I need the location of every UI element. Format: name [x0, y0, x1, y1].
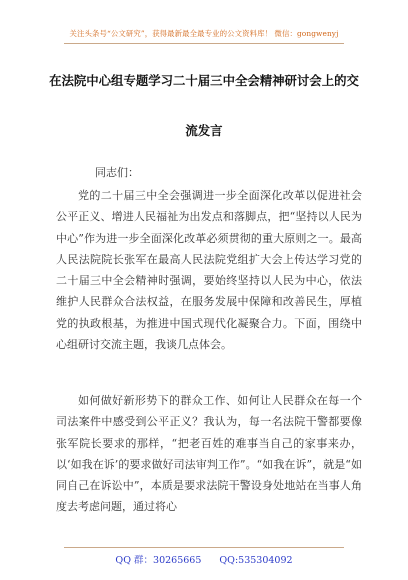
footer-divider	[64, 547, 344, 548]
header-divider	[64, 43, 344, 44]
paragraph-1: 党的二十届三中全会强调进一步全面深化改革以促进社会公平正义、增进人民福祉为出发点和落脚点，把“坚持以人民为中心”作为进一步全面深化改革必须贯彻的重大原则之一。最高人民法院院长张军在最高人民法院党组扩大会上传达学习党的二十届三中全会精神时强调，要始终坚持以人民为中心，依法维护人民群众合法权益，在服务发展中保障和改善民生，厚植党的执政根基，为推进中国式现代化凝聚合力。下面，围绕中心组研讨交流主题，我谈几点体会。	[56, 189, 362, 352]
document-title-line1: 在法院中心组专题学习二十届三中全会精神研讨会上的交	[49, 73, 359, 88]
salutation: 同志们：	[95, 166, 139, 179]
footer-qq-number: QQ:535304092	[219, 555, 293, 566]
footer-qq-group: QQ 群：30265665	[115, 555, 202, 566]
header-promo-note: 关注头条号“公文研究”，获得最新最全最专业的公文资料库！ 微信：gongwenyj	[69, 29, 339, 38]
footer-contact	[0, 552, 408, 566]
document-title-line2: 流发言	[185, 123, 223, 138]
paragraph-2: 如何做好新形势下的群众工作、如何让人民群众在每一个司法案件中感受到公平正义？我认为，每一名法院干警都要像张军院长要求的那样，“把老百姓的难事当自己的家事来办，以‘如我在诉’的要求做好司法审判工作”。“如我在诉”，就是“如同自己在诉讼中”，本质是要求法院干警设身处地站在当事人角度去考虑问题，通过将心	[56, 394, 362, 514]
